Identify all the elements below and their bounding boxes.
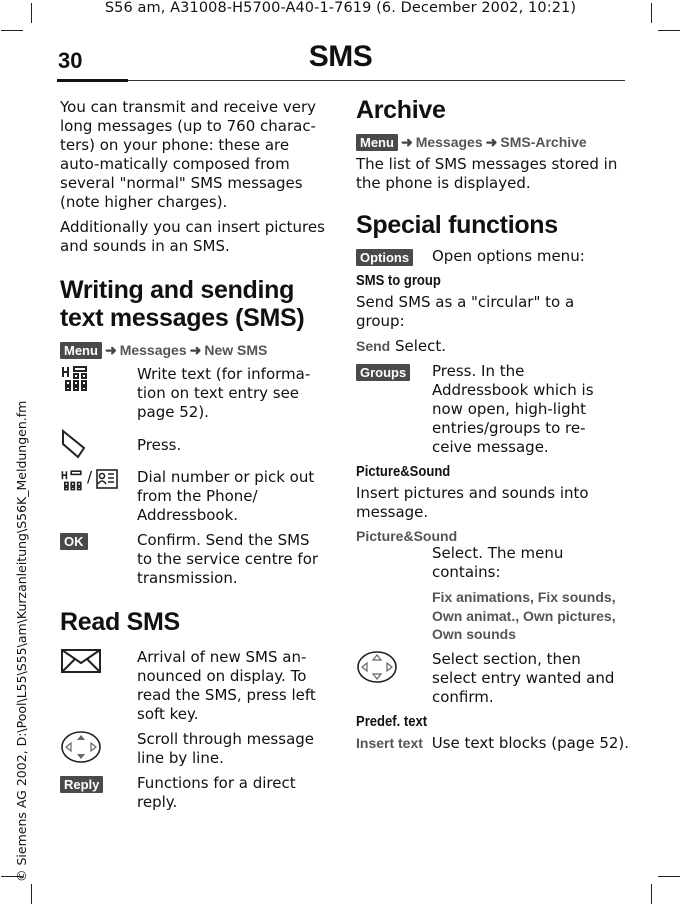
- envelope-icon: [60, 648, 104, 674]
- arrow-icon: ➜: [189, 342, 202, 358]
- instruction-row: [60, 468, 328, 525]
- instruction-text: Press.: [137, 436, 182, 454]
- picture-sound-text: Insert pictures and sounds into message.: [356, 484, 589, 521]
- arrow-icon: ➜: [400, 134, 413, 150]
- archive-text: The list of SMS messages stored in the phone is displayed.: [356, 155, 618, 192]
- instruction-text: Functions for a direct reply.: [137, 774, 296, 811]
- right-column: [356, 96, 630, 759]
- picture-sound-select: [432, 544, 624, 644]
- send-label: Send: [356, 338, 391, 354]
- menu-path-archive: [356, 134, 624, 151]
- path-step: Messages: [415, 134, 483, 150]
- intro-paragraph-2: Additionally you can insert pictures and sounds in an SMS.: [60, 218, 325, 255]
- section-heading-special: Special functions: [356, 211, 558, 239]
- path-step: Messages: [119, 342, 187, 358]
- instruction-text: Open options menu:: [432, 247, 585, 265]
- menu-path-new-sms: [60, 342, 328, 359]
- crop-mark: [651, 884, 652, 904]
- arrow-icon: ➜: [104, 342, 117, 358]
- section-heading-writing: Writing and sending text messages (SMS): [60, 276, 305, 332]
- instruction-text: Press. In the Addressbook which is now open, high-light entries/groups to re-ceive message.: [432, 362, 594, 456]
- options-key: Options: [356, 249, 413, 266]
- path-step: New SMS: [204, 342, 268, 358]
- instruction-row: [60, 531, 328, 588]
- left-column: [60, 98, 328, 818]
- nav-key-icon: [356, 650, 398, 684]
- instruction-row: [356, 247, 624, 266]
- keypad-icon: [60, 468, 84, 492]
- path-step: SMS-Archive: [500, 134, 587, 150]
- instruction-text: Dial number or pick out from the Phone/ Addressbook.: [137, 468, 315, 524]
- header-rule: [57, 80, 625, 81]
- instruction-row: [60, 774, 328, 812]
- nav-key-icon: [60, 730, 102, 764]
- subheading-predef-text: Predef. text: [356, 713, 428, 730]
- arrow-icon: ➜: [485, 134, 498, 150]
- sms-to-group-text: Send SMS as a "circular" to a group:: [356, 293, 575, 330]
- crop-mark: [31, 884, 32, 904]
- instruction-row: [356, 362, 624, 457]
- page-title: SMS: [308, 40, 373, 73]
- send-text: Select.: [395, 337, 447, 355]
- reply-key: Reply: [60, 776, 103, 793]
- instruction-text: Select section, then select entry wanted and confirm.: [432, 649, 615, 706]
- insert-text-label: Insert text: [356, 734, 423, 751]
- instruction-row: [356, 650, 624, 707]
- crop-mark: [1, 30, 23, 31]
- instruction-row: [60, 730, 328, 768]
- picture-sound-options: Fix animations, Fix sounds, Own animat., Own pictures, Own sounds: [432, 589, 616, 642]
- header-rule-accent: [57, 79, 128, 82]
- picture-sound-label: Picture&Sound: [356, 528, 458, 544]
- section-heading-archive: Archive: [356, 96, 446, 124]
- section-heading-read: Read SMS: [60, 608, 180, 636]
- document-meta-header: S56 am, A31008-H5700-A40-1-7619 (6. December 2002, 10:21): [104, 0, 577, 16]
- crop-mark: [658, 876, 680, 877]
- instruction-text: Confirm. Send the SMS to the service centre for transmission.: [137, 531, 319, 587]
- keypad-icon: [60, 365, 90, 391]
- groups-key: Groups: [356, 364, 410, 381]
- subheading-picture-sound: Picture&Sound: [356, 464, 451, 480]
- page-number: 30: [58, 48, 83, 73]
- icon-separator: /: [87, 468, 93, 486]
- ok-key: OK: [60, 533, 88, 550]
- intro-paragraph: You can transmit and receive very long messages (up to 760 charac-ters) on your phone: these are auto-matically composed from several "normal" SMS messages (note higher charges).: [60, 98, 317, 211]
- instruction-text: Arrival of new SMS an-nounced on display. To read the SMS, press left soft key.: [137, 648, 316, 723]
- predef-text: Use text blocks (page 52).: [431, 733, 630, 752]
- instruction-row: [60, 365, 328, 422]
- menu-key: Menu: [60, 342, 102, 359]
- instruction-row: [60, 428, 328, 460]
- predef-line: [356, 733, 630, 753]
- select-text: Select. The menu contains:: [432, 544, 564, 581]
- instruction-text: Scroll through message line by line.: [137, 730, 315, 767]
- instruction-row: [60, 648, 328, 724]
- phonebook-icon: [95, 468, 119, 490]
- copyright-side-note: © Siemens AG 2002, D:\Pool\L55\S55\am\Kurzanleitung\S56K_Meldungen.fm: [14, 400, 29, 882]
- subheading-sms-to-group: SMS to group: [356, 273, 441, 289]
- crop-mark: [658, 30, 680, 31]
- left-softkey-icon: [60, 428, 90, 460]
- send-line: [356, 337, 624, 356]
- menu-key: Menu: [356, 134, 398, 151]
- instruction-text: Write text (for informa-tion on text entry see page 52).: [137, 365, 311, 421]
